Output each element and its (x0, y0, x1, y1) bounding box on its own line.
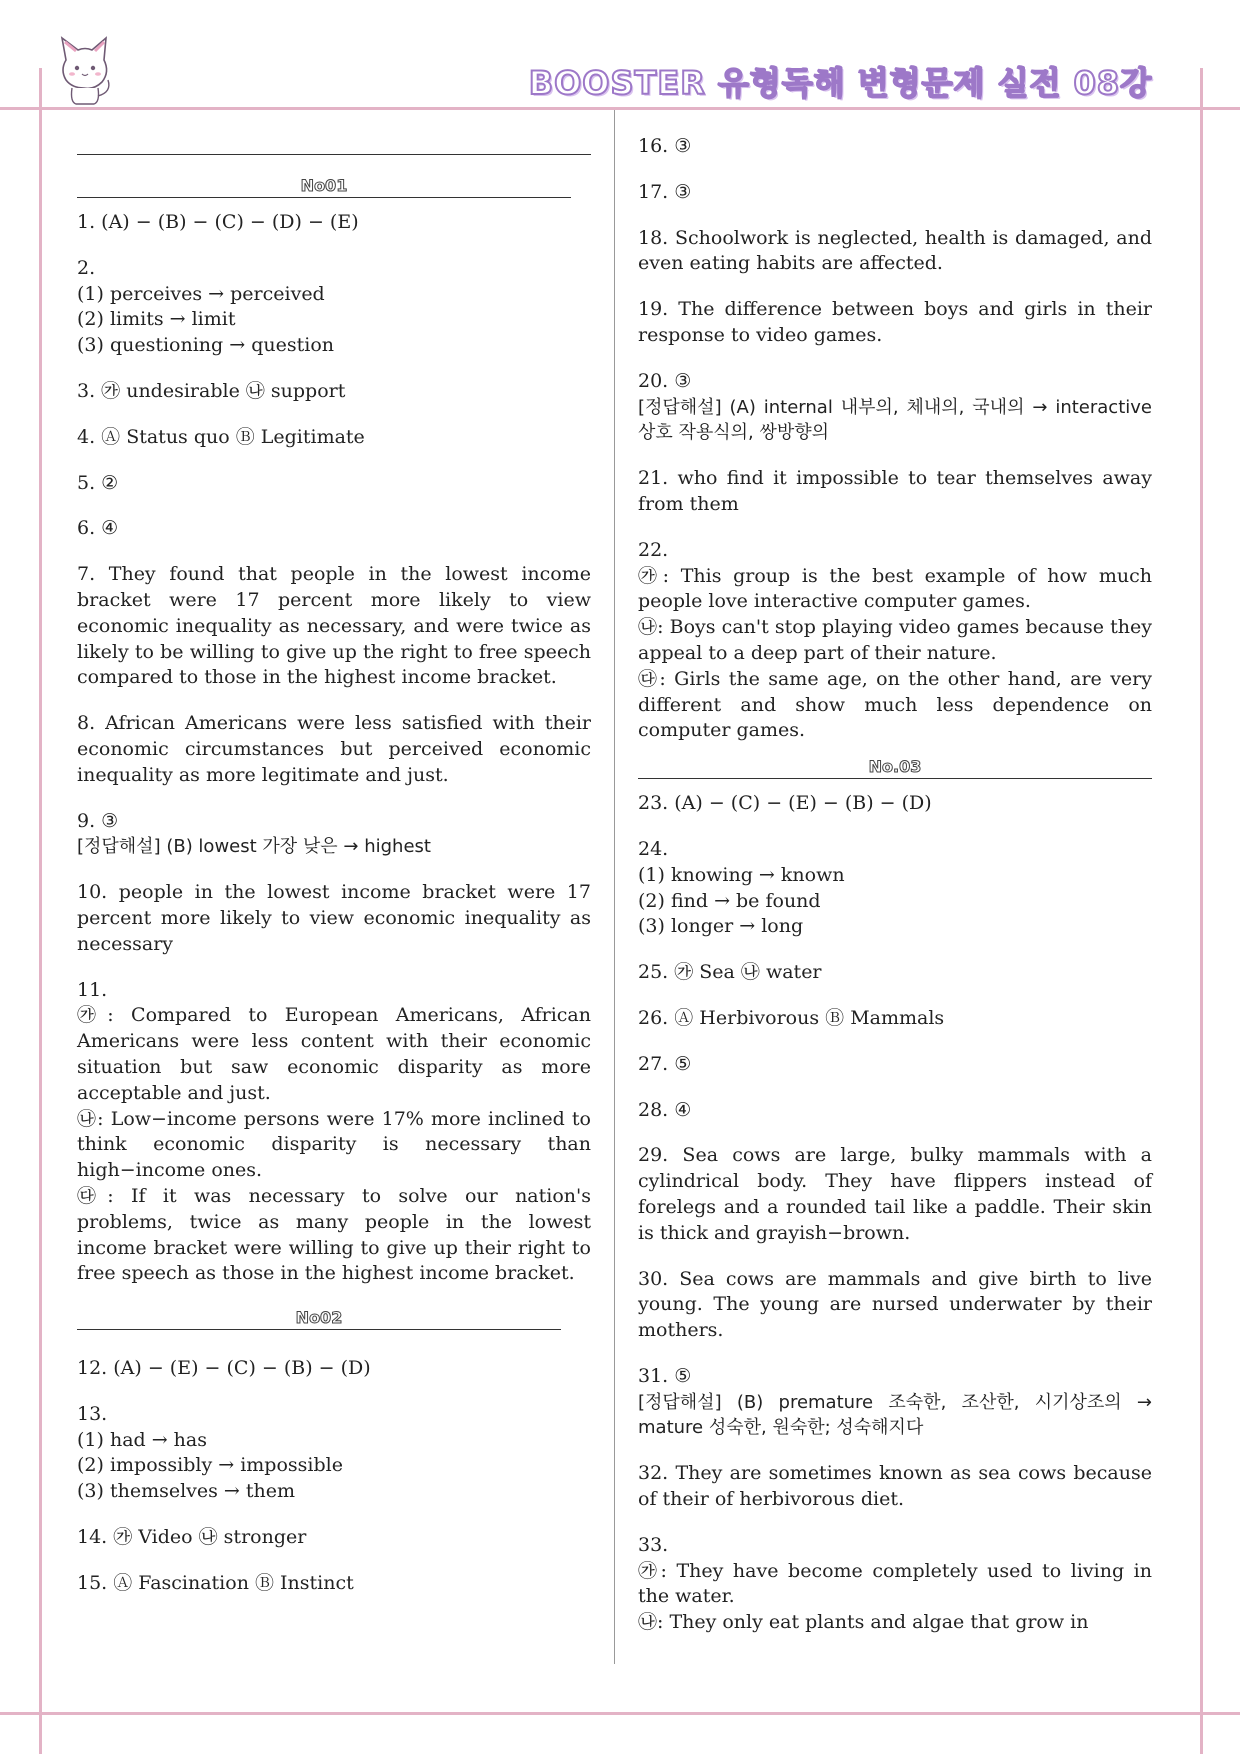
answer-9 (77, 809, 591, 861)
answer-22 (638, 538, 1152, 744)
cat-logo-icon (54, 30, 116, 106)
answer-13-line: (2) impossibly → impossible (77, 1454, 343, 1477)
answer-7: 7. They found that people in the lowest income bracket were 17 percent more likely to view economic inequality as necessary, and were twice as likely to be willing to give up the right to free speech compared to those in the highest income bracket. (77, 563, 591, 689)
answer-17: 17. ③ (638, 180, 692, 203)
answer-2-line: (3) questioning → question (77, 334, 334, 357)
answer-24 (638, 837, 1152, 940)
answer-13-line: (1) had → has (77, 1428, 207, 1451)
answer-22-line: ㉰: Girls the same age, on the other hand, are very different and show much less dependence on computer games. (638, 667, 1152, 742)
footer-rule (0, 1712, 1240, 1715)
answer-22-line: ㉯: Boys can't stop playing video games because they appeal to a deep part of their nature. (638, 616, 1152, 664)
answer-5: 5. ② (77, 471, 119, 494)
answer-20-explanation: [정답해설] (A) internal 내부의, 체내의, 국내의 → interactive 상호 작용식의, 쌍방향의 (638, 396, 1152, 444)
section-heading-1: No01 (77, 175, 571, 198)
answer-30: 30. Sea cows are mammals and give birth to live young. The young are nursed underwater by their mothers. (638, 1267, 1152, 1342)
answer-11-line: ㉰: If it was necessary to solve our nation's problems, twice as many people in the lowest income bracket were willing to give up their right to free speech as those in the highest income bracket. (77, 1184, 591, 1285)
section-heading-2: No02 (77, 1307, 561, 1330)
answer-31-line: 31. ⑤ (638, 1364, 692, 1387)
answer-9-explanation: [정답해설] (B) lowest 가장 낮은 → highest (77, 836, 431, 858)
answer-11-line: 11. (77, 978, 108, 1001)
answer-31 (638, 1364, 1152, 1441)
answer-25: 25. ㉮ Sea ㉯ water (638, 961, 822, 984)
left-column (77, 125, 591, 1617)
answer-9-line: 9. ③ (77, 809, 119, 832)
answer-19: 19. The difference between boys and girls in their response to video games. (638, 298, 1152, 346)
answer-16: 16. ③ (638, 135, 692, 157)
left-border (39, 68, 42, 1754)
header-rule (0, 107, 1240, 110)
answer-2-line: 2. (77, 256, 96, 279)
header-title: BOOSTER 유형독해 변형문제 실전 08강 (528, 64, 1152, 102)
answer-11 (77, 978, 591, 1288)
answer-13-line: 13. (77, 1402, 108, 1425)
answer-31-explanation: [정답해설] (B) premature 조숙한, 조산한, 시기상조의 → mature 성숙한, 원숙한; 성숙해지다 (638, 1391, 1152, 1439)
answer-33-line: ㉯: They only eat plants and algae that grow in (638, 1611, 1089, 1634)
answer-11-line: ㉮: Compared to European Americans, African Americans were less content with their economic situation but saw economic disparity as more acceptable and just. (77, 1004, 591, 1104)
answer-10: 10. people in the lowest income bracket were 17 percent more likely to view economic inequality as necessary (77, 881, 591, 955)
top-rule (77, 154, 591, 155)
column-divider (614, 110, 615, 1664)
answer-24-line: (3) longer → long (638, 915, 804, 938)
answer-22-line: 22. (638, 538, 669, 561)
answer-33 (638, 1533, 1152, 1636)
answer-15: 15. Ⓐ Fascination Ⓑ Instinct (77, 1571, 354, 1594)
answer-14: 14. ㉮ Video ㉯ stronger (77, 1526, 307, 1549)
answer-22-line: ㉮: This group is the best example of how much people love interactive computer games. (638, 564, 1152, 613)
answer-3: 3. ㉮ undesirable ㉯ support (77, 379, 346, 402)
answer-1: 1. (A) − (B) − (C) − (D) − (E) (77, 211, 359, 233)
answer-33-line: ㉮: They have become completely used to living in the water. (638, 1559, 1152, 1608)
answer-29: 29. Sea cows are large, bulky mammals with a cylindrical body. They have flippers instead of forelegs and a rounded tail like a paddle. Their skin is thick and grayish−brown. (638, 1144, 1152, 1244)
answer-12: 12. (A) − (E) − (C) − (B) − (D) (77, 1357, 371, 1380)
answer-23: 23. (A) − (C) − (E) − (B) − (D) (638, 792, 932, 815)
answer-2-line: (1) perceives → perceived (77, 282, 325, 305)
answer-18: 18. Schoolwork is neglected, health is damaged, and even eating habits are affected. (638, 226, 1152, 275)
answer-13-line: (3) themselves → them (77, 1480, 296, 1503)
answer-20 (638, 369, 1152, 446)
answer-32: 32. They are sometimes known as sea cows because of their of herbivorous diet. (638, 1462, 1152, 1511)
answer-20-line: 20. ③ (638, 369, 692, 392)
right-border (1200, 68, 1203, 1754)
right-column (638, 134, 1152, 1656)
answer-33-line: 33. (638, 1533, 669, 1556)
answer-8: 8. African Americans were less satisfied with their economic circumstances but perceived economic inequality as more legitimate and just. (77, 712, 591, 786)
answer-24-line: 24. (638, 837, 669, 860)
answer-13 (77, 1402, 591, 1505)
answer-24-line: (2) find → be found (638, 889, 821, 912)
answer-2 (77, 256, 591, 359)
answer-26: 26. Ⓐ Herbivorous Ⓑ Mammals (638, 1006, 945, 1029)
answer-2-line: (2) limits → limit (77, 308, 236, 331)
answer-11-line: ㉯: Low−income persons were 17% more inclined to think economic disparity is necessary than high−income ones. (77, 1107, 591, 1182)
answer-4: 4. Ⓐ Status quo Ⓑ Legitimate (77, 425, 365, 448)
answer-28: 28. ④ (638, 1098, 692, 1121)
answer-6: 6. ④ (77, 517, 119, 540)
section-heading-3: No.03 (638, 756, 1152, 779)
answer-27: 27. ⑤ (638, 1052, 692, 1075)
answer-21: 21. who find it impossible to tear themselves away from them (638, 467, 1152, 515)
answer-24-line: (1) knowing → known (638, 863, 845, 886)
